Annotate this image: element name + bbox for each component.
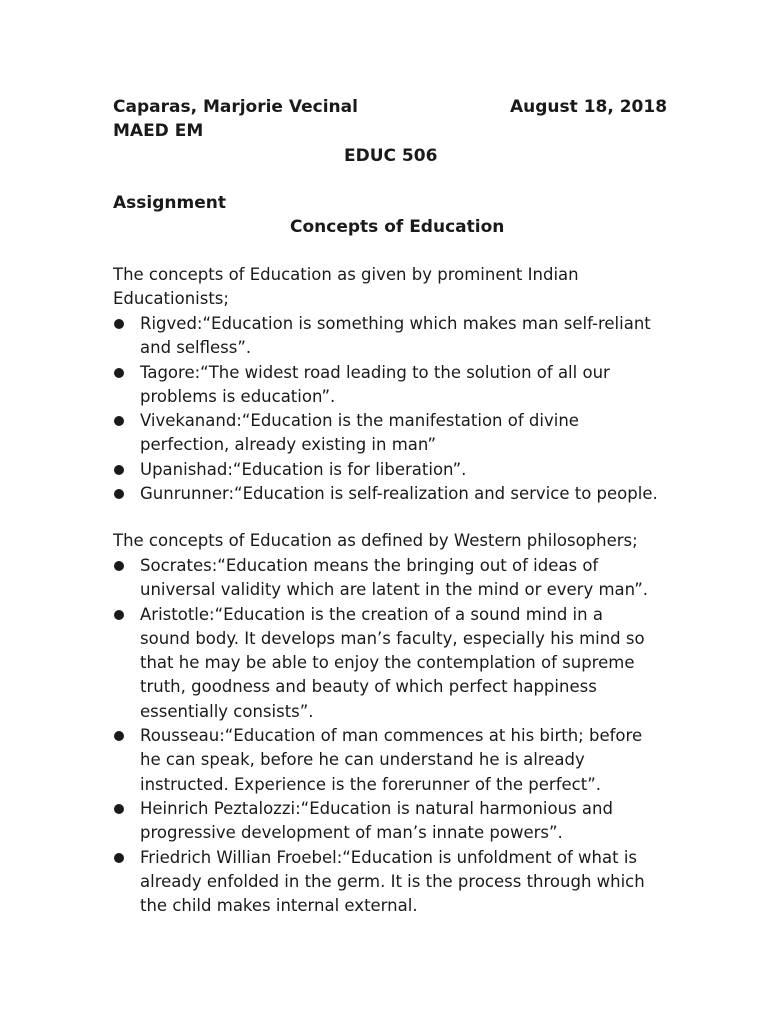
list-item-text: Rousseau:“Education of man commences at his birth; before he can speak, before he can understand he is already instructed. Experience is the forerunner of the perfect”. [140,726,643,794]
list-item [113,724,658,797]
bullet-icon [114,465,124,475]
program-label: MAED EM [113,121,204,141]
list-item [113,361,658,410]
list-item-text: Socrates:“Education means the bringing out of ideas of universal validity which are latent in the mind or every man”. [140,556,649,600]
section2-intro: The concepts of Education as defined by Western philosophers; [113,531,638,550]
bullet-icon [114,610,124,620]
list-item [113,554,658,603]
author-name: Caparas, Marjorie Vecinal [113,97,358,117]
bullet-icon [114,416,124,426]
list-item [113,482,658,506]
bullet-icon [114,368,124,378]
bullet-icon [114,853,124,863]
list-item-text: Upanishad:“Education is for liberation”. [140,459,467,479]
bullet-icon [114,731,124,741]
list-item-text: Tagore:“The widest road leading to the solution of all our problems is education”. [140,362,610,406]
section2-list [113,554,658,918]
section1-intro: The concepts of Education as given by prominent Indian Educationists; [113,265,579,309]
list-item [113,409,658,458]
bullet-icon [114,489,124,499]
list-item [113,846,658,919]
list-item-text: Rigved:“Education is something which makes man self-reliant and selfless”. [140,314,651,358]
assignment-label: Assignment [113,193,226,213]
document-date: August 18, 2018 [510,97,668,117]
document-title: Concepts of Education [290,217,505,237]
list-item-text: Heinrich Peztalozzi:“Education is natural harmonious and progressive development of man’s innate powers”. [140,798,613,843]
section1-list [113,312,658,506]
list-item-text: Friedrich Willian Froebel:“Education is unfoldment of what is already enfolded in the germ. It is the process through which the child makes internal external. [140,847,645,916]
list-item-text: Gunrunner:“Education is self-realization and service to people. [140,484,658,504]
list-item [113,797,658,846]
course-code: EDUC 506 [344,146,438,166]
list-item-text: Vivekanand:“Education is the manifestation of divine perfection, already existing in man” [140,411,579,455]
list-item [113,603,658,724]
bullet-icon [114,804,124,814]
list-item [113,458,658,482]
bullet-icon [114,561,124,571]
list-item [113,312,658,361]
list-item-text: Aristotle:“Education is the creation of a sound mind in a sound body. It develops man’s faculty, especially his mind so that he may be able to enjoy the contemplation of supreme truth, goodness and beauty of which perfect happiness essentially consists”. [140,604,645,721]
bullet-icon [114,319,124,329]
